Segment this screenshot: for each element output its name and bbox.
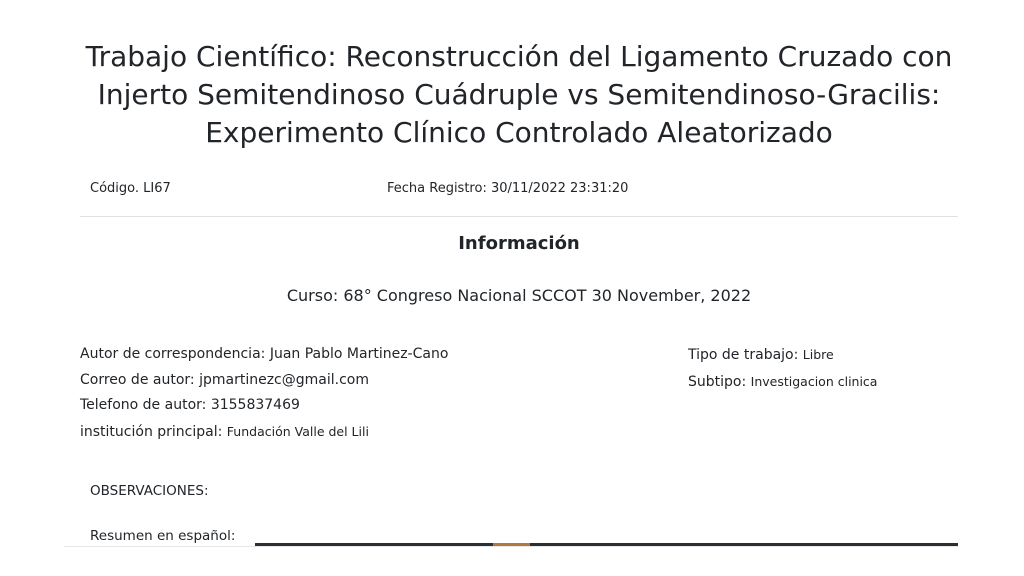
subtype-value: Investigacion clinica — [750, 373, 878, 389]
registration-date: Fecha Registro: 30/11/2022 23:31:20 — [387, 181, 629, 196]
institution-label: institución principal: — [80, 423, 223, 440]
phone-value: 3155837469 — [210, 397, 300, 413]
course-line: Curso: 68° Congreso Nacional SCCOT 30 November, 2022 — [286, 286, 752, 305]
work-type-info — [688, 342, 877, 395]
email-row — [80, 368, 448, 394]
work-type-value: Libre — [802, 347, 834, 362]
work-type-row — [688, 342, 877, 369]
subtype-row — [688, 369, 877, 396]
page-title: Trabajo Científico: Reconstrucción del Ligamento Cruzado con Injerto Semitendinoso Cuádruple vs Semitendinoso-Gracilis: Experimento Clínico Controlado Aleatorizado — [85, 40, 953, 149]
observations-label: OBSERVACIONES: — [90, 483, 209, 499]
email-label: Correo de autor: — [80, 371, 195, 388]
phone-row — [80, 393, 448, 419]
work-code: Código. LI67 — [90, 181, 171, 196]
institution-row — [80, 419, 448, 446]
information-heading: Información — [458, 233, 580, 254]
author-row — [80, 342, 448, 368]
email-value: jpmartinezc@gmail.com — [199, 371, 369, 388]
author-value: Juan Pablo Martinez-Cano — [269, 346, 449, 362]
work-type-label: Tipo de trabajo: — [688, 347, 799, 363]
subtype-label: Subtipo: — [688, 373, 747, 390]
phone-label: Telefono de autor: — [80, 397, 207, 413]
institution-value: Fundación Valle del Lili — [226, 423, 369, 439]
author-label: Autor de correspondencia: — [80, 346, 266, 362]
author-info — [80, 342, 448, 445]
summary-label: Resumen en español: — [90, 528, 236, 544]
bottom-divider — [64, 546, 958, 547]
divider — [80, 216, 958, 217]
